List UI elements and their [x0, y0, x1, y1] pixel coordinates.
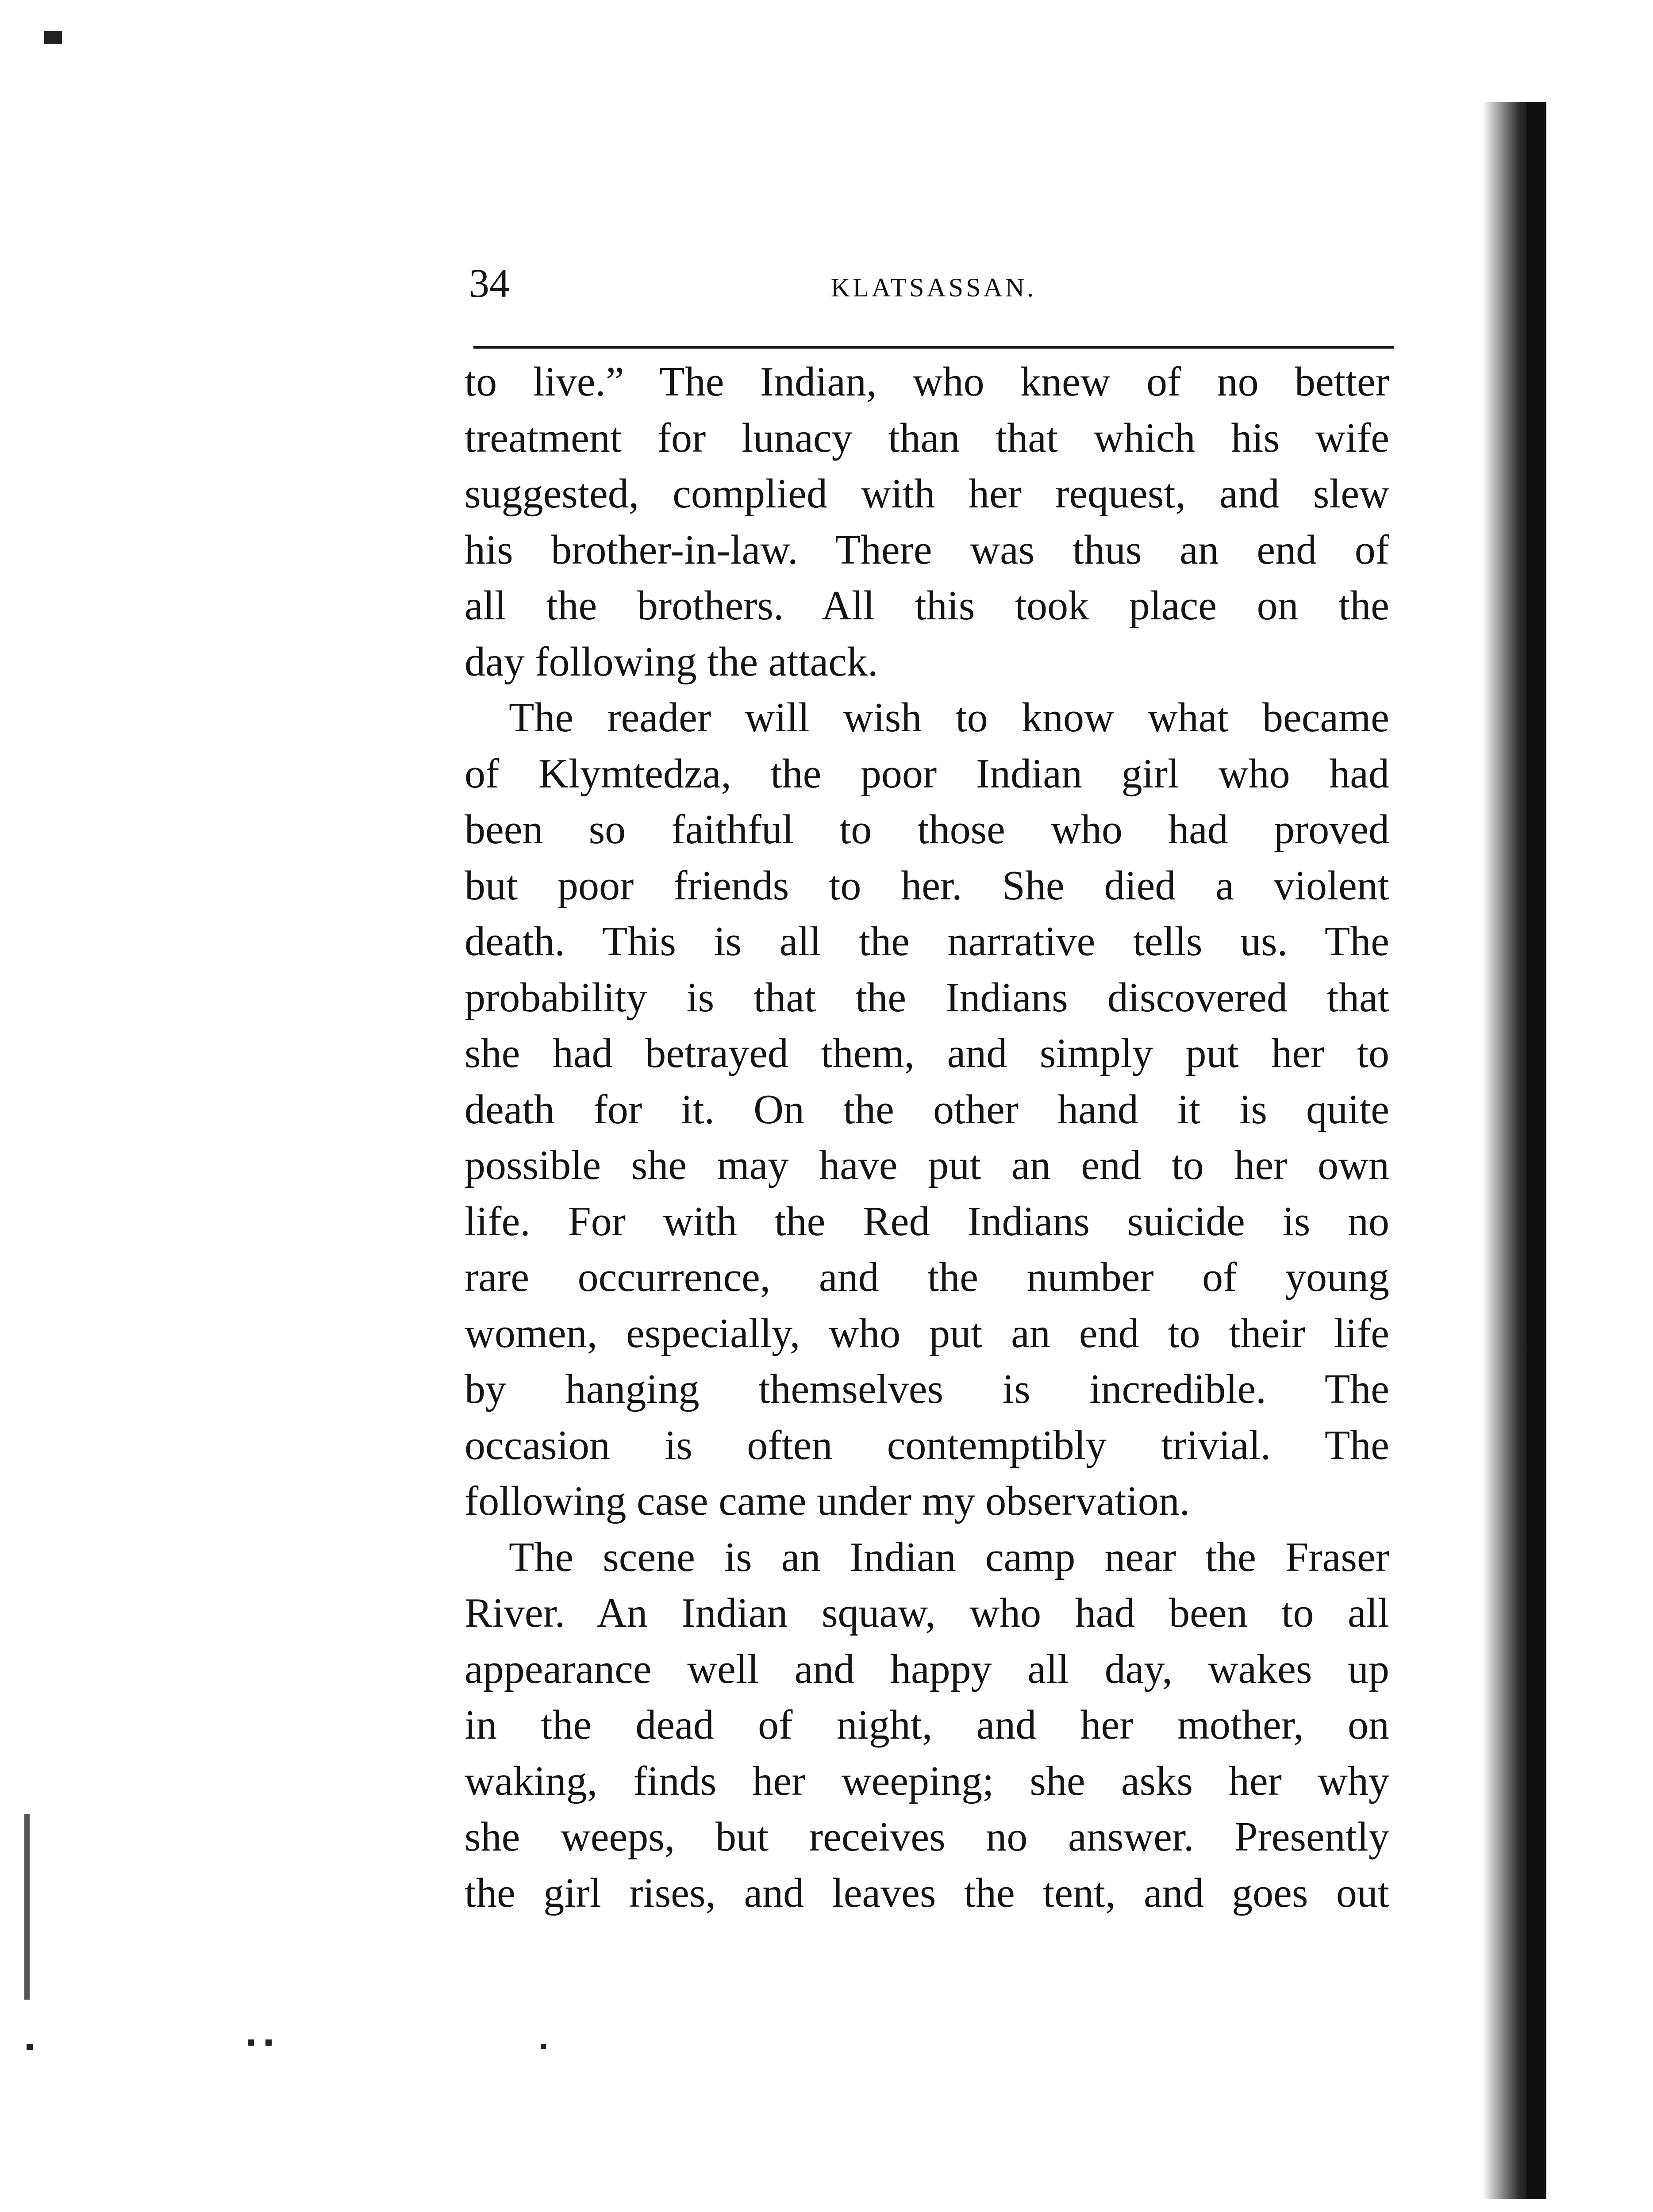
text-line: but poor friends to her. She died a violent	[465, 862, 1389, 909]
text-line: probability is that the Indians discovered that	[465, 974, 1389, 1021]
text-line: rare occurrence, and the number of young	[465, 1254, 1389, 1300]
body-text	[465, 354, 1389, 1921]
text-line: to live.” The Indian, who knew of no better	[465, 359, 1389, 405]
text-line: his brother-in-law. There was thus an end of	[465, 526, 1389, 573]
text-line: of Klymtedza, the poor Indian girl who had	[465, 750, 1389, 797]
running-title: KLATSASSAN.	[830, 273, 1037, 302]
text-line: the girl rises, and leaves the tent, and goes out	[465, 1870, 1389, 1916]
text-line: all the brothers. All this took place on the	[465, 583, 1389, 629]
header-rule	[473, 346, 1394, 349]
scan-speck	[265, 2039, 272, 2046]
scan-speck	[248, 2039, 254, 2046]
text-line: day following the attack.	[465, 638, 878, 685]
scan-speck	[27, 2044, 33, 2050]
text-line: waking, finds her weeping; she asks her why	[465, 1758, 1389, 1804]
text-line: life. For with the Red Indians suicide is no	[465, 1198, 1389, 1244]
text-line: The scene is an Indian camp near the Fraser	[509, 1534, 1389, 1580]
text-line: appearance well and happy all day, wakes up	[465, 1646, 1389, 1692]
text-line: River. An Indian squaw, who had been to all	[465, 1590, 1389, 1636]
text-line: death for it. On the other hand it is quite	[465, 1086, 1389, 1133]
text-line: she had betrayed them, and simply put her to	[465, 1030, 1389, 1076]
text-line: possible she may have put an end to her own	[465, 1142, 1389, 1188]
text-line: death. This is all the narrative tells us. The	[465, 918, 1389, 964]
text-line: The reader will wish to know what became	[509, 695, 1389, 741]
text-line: she weeps, but receives no answer. Presently	[465, 1814, 1389, 1860]
text-line: in the dead of night, and her mother, on	[465, 1702, 1389, 1748]
text-line: occasion is often contemptibly trivial. The	[465, 1422, 1389, 1468]
page-header	[469, 259, 1394, 316]
text-line: suggested, complied with her request, and slew	[465, 471, 1389, 517]
scan-speck	[44, 31, 62, 44]
text-line: by hanging themselves is incredible. The	[465, 1366, 1389, 1412]
scan-speck	[24, 1814, 30, 2000]
text-line: been so faithful to those who had proved	[465, 806, 1389, 853]
text-line: following case came under my observation.	[465, 1478, 1190, 1524]
text-line: treatment for lunacy than that which his wife	[465, 415, 1389, 461]
page-number: 34	[469, 261, 510, 306]
scan-speck	[541, 2044, 546, 2049]
page-edge-dark	[1526, 102, 1546, 2199]
text-line: women, especially, who put an end to their life	[465, 1310, 1389, 1356]
